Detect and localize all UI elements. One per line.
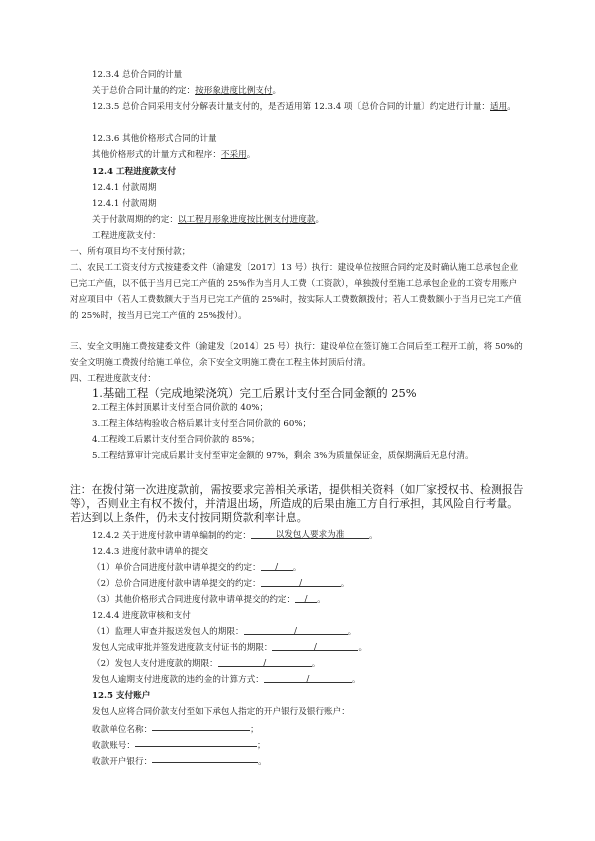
end-mark: 。 xyxy=(368,531,378,541)
receiver-account-field xyxy=(135,735,257,747)
employer-payment-label: （2）发包人支付进度款的期限： xyxy=(92,659,218,669)
end-mark: 。 xyxy=(272,86,282,96)
receiver-bank-field xyxy=(152,751,258,763)
payment-stage-2: 2.工程主体封顶累计支付至合同价款的 40%； xyxy=(92,403,269,413)
unit-price-submission xyxy=(92,560,301,576)
section-12-4-4-title: 12.4.4 进度款审核和支付 xyxy=(92,611,191,621)
payment-cycle-value: 以工程月形象进度按比例支付进度款 xyxy=(177,215,316,225)
employer-approval-label: 发包人完成审批并签发进度款支付证书的期限： xyxy=(92,643,273,653)
agreement-value: 按形象进度比例支付 xyxy=(195,86,273,96)
total-price-label: （2）总价合同进度付款申请单提交的约定： xyxy=(92,579,261,589)
end-mark: ； xyxy=(250,725,259,735)
end-mark: 。 xyxy=(340,579,350,589)
receiver-bank-row xyxy=(92,752,267,770)
supervisor-review-label: （1）监理人审查并报送发包人的期限： xyxy=(92,627,244,637)
end-mark: 。 xyxy=(317,595,326,605)
employer-payment-deadline xyxy=(92,656,320,672)
employer-approval-deadline xyxy=(92,640,367,656)
method-value: 不采用 xyxy=(220,150,247,160)
payment-stage-1: 1.基础工程（完成地梁浇筑）完工后累计支付至合同金额的 25% xyxy=(92,386,417,400)
end-mark: 。 xyxy=(347,627,357,637)
section-12-4-2-label: 12.4.2 关于进度付款申请单编制的约定： xyxy=(92,531,251,541)
other-price-value: / xyxy=(295,591,317,603)
receiver-name-label: 收款单位名称： xyxy=(92,725,153,735)
payment-cycle-label: 关于付款周期的约定： xyxy=(92,215,178,225)
section-12-5-text: 发包人应将合同价款支付至如下承包人指定的开户银行及银行账户： xyxy=(92,707,350,717)
method-label: 其他价格形式的计量方式和程序： xyxy=(92,150,221,160)
section-12-3-6-method xyxy=(92,147,255,163)
section-12-3-5-answer: 适用 xyxy=(490,102,508,112)
total-price-value: / xyxy=(261,575,341,587)
employer-payment-value: / xyxy=(218,655,312,667)
payment-note: 注：在拨付第一次进度款前，需按要求完善相关承诺，提供相关资料（如厂家授权书、检测报告等），否则业主有权不拨付，并清退出场，所造成的后果由施工方自行承担，其风险自行考量。若达到以上条件，仍未支付按同期贷款利率计息。 xyxy=(70,483,524,524)
late-payment-penalty xyxy=(92,672,361,688)
payment-stage-4: 4.工程竣工后累计支付至合同价款的 85%； xyxy=(92,435,260,445)
late-payment-label: 发包人逾期支付进度款的违约金的计算方式： xyxy=(92,675,264,685)
late-payment-value: / xyxy=(264,671,352,683)
payment-stage-5: 5.工程结算审计完成后累计支付至审定金额的 97%，剩余 3%为质量保证金，质保期满后无息付清。 xyxy=(92,451,474,461)
end-mark: 。 xyxy=(351,675,361,685)
receiver-account-label: 收款账号： xyxy=(92,741,135,751)
item-4: 四、工程进度款支付： xyxy=(70,374,156,384)
end-mark: 。 xyxy=(258,757,267,767)
receiver-bank-label: 收款开户银行： xyxy=(92,757,153,767)
section-12-3-4-title: 12.3.4 总价合同的计量 xyxy=(92,70,183,80)
end-mark: 。 xyxy=(246,150,256,160)
total-price-submission xyxy=(92,576,349,592)
section-12-4-2 xyxy=(92,528,378,544)
end-mark: 。 xyxy=(315,215,325,225)
other-price-label: （3）其他价格形式合同进度付款申请单提交的约定： xyxy=(92,595,296,605)
end-mark: 。 xyxy=(311,659,321,669)
section-12-3-5-question: 12.3.5 总价合同采用支付分解表计量支付的，是否适用第 12.3.4 项〔总价合同的计量〕约定进行计量： xyxy=(92,102,491,112)
agreement-label: 关于总价合同计量的约定： xyxy=(92,86,196,96)
payment-cycle-agreement xyxy=(92,212,324,228)
supervisor-review-value: / xyxy=(244,623,348,635)
item-1: 一、所有项目均不支付预付款； xyxy=(70,247,191,257)
section-12-3-6-title: 12.3.6 其他价格形式合同的计量 xyxy=(92,134,217,144)
end-mark: 。 xyxy=(358,643,368,653)
section-12-3-4-agreement xyxy=(92,83,281,99)
end-mark: 。 xyxy=(292,563,302,573)
payment-stage-3: 3.工程主体结构验收合格后累计支付至合同价款的 60%； xyxy=(92,419,312,429)
unit-price-value: / xyxy=(261,559,293,571)
unit-price-label: （1）单价合同进度付款申请单提交的约定： xyxy=(92,563,261,573)
employer-approval-value: / xyxy=(272,639,358,651)
section-12-3-5-text xyxy=(70,99,522,115)
receiver-name-field xyxy=(152,719,250,731)
end-mark: 。 xyxy=(507,102,516,112)
section-12-4-1-title-repeat: 12.4.1 付款周期 xyxy=(92,199,157,209)
section-12-4-2-value: 以发包人要求为准 xyxy=(251,527,369,539)
section-12-4-title: 12.4 工程进度款支付 xyxy=(92,167,177,177)
section-12-4-3-title: 12.4.3 进度付款申请单的提交 xyxy=(92,547,209,557)
supervisor-review-deadline xyxy=(92,624,356,640)
section-12-5-title: 12.5 支付账户 xyxy=(92,691,151,701)
item-3: 三、安全文明施工费按建委文件（渝建发〔2014〕25 号）执行：建设单位在签订施工合同后至工程开工前，将 50%的安全文明施工费拨付给施工单位，余下安全文明施工费在工程主体封顶后付清。 xyxy=(70,342,523,368)
other-price-submission xyxy=(92,592,326,608)
section-12-4-1-title: 12.4.1 付款周期 xyxy=(92,183,157,193)
progress-payment-label: 工程进度款支付： xyxy=(92,231,161,241)
end-mark: ； xyxy=(256,741,266,751)
item-2: 二、农民工工资支付方式按建委文件（渝建发〔2017〕13 号）执行：建设单位按照合同约定及时确认施工总承包企业已完工产值，以不低于当月已完工产值的 25%作为当月人工费（工资款），单独拨付至施工总承包企业的工资专用账户对应项目中（若人工费数额大于当月已完工产值的 25%时，按实际人工费数额拨付；若人工费数额小于当月已完工产值的 25%时，按当月已完工产值的 25%拨付）。 xyxy=(70,263,522,321)
